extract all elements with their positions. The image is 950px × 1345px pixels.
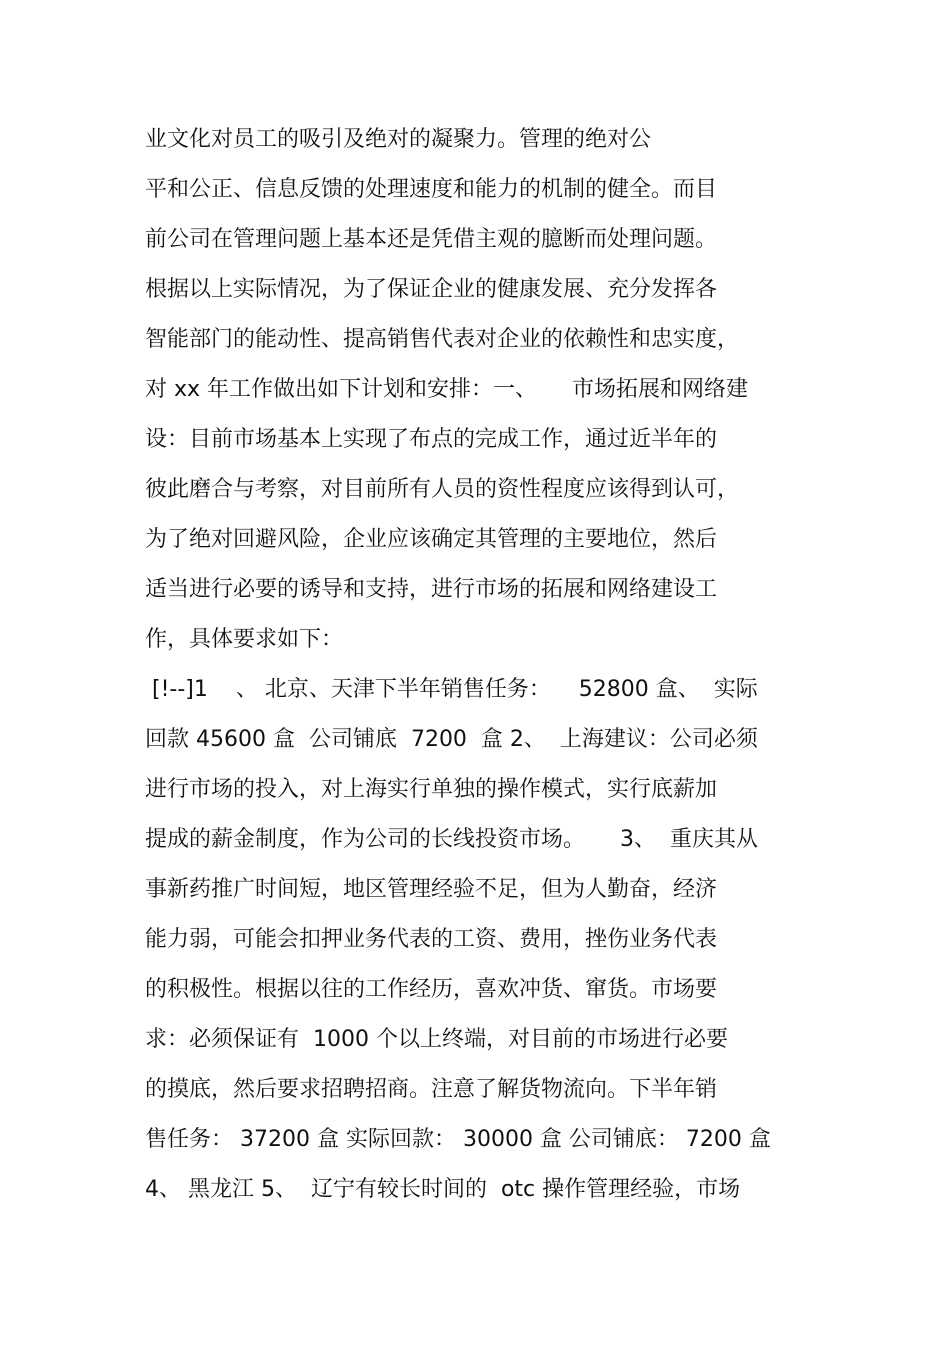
text-line: 能力弱，可能会扣押业务代表的工资、费用，挫伤业务代表: [145, 927, 718, 952]
text-line: 前公司在管理问题上基本还是凭借主观的臆断而处理问题。: [145, 227, 718, 252]
text-line: 的积极性。根据以往的工作经历，喜欢冲货、窜货。市场要: [145, 977, 718, 1002]
text-line: 回款 45600 盒 公司铺底 7200 盒 2、 上海建议：公司必须: [145, 727, 758, 752]
document-body: [145, 122, 825, 1222]
text-line: 根据以上实际情况，为了保证企业的健康发展、充分发挥各: [145, 277, 718, 302]
text-line: 4、 黑龙江 5、 辽宁有较长时间的 otc 操作管理经验，市场: [145, 1177, 741, 1202]
text-line: 提成的薪金制度，作为公司的长线投资市场。 3、 重庆其从: [145, 827, 758, 852]
text-line: 进行市场的投入，对上海实行单独的操作模式，实行底薪加: [145, 777, 718, 802]
text-line: 对 xx 年工作做出如下计划和安排：一、 市场拓展和网络建: [145, 377, 748, 402]
text-line: 智能部门的能动性、提高销售代表对企业的依赖性和忠实度，: [145, 327, 740, 352]
text-line: 平和公正、信息反馈的处理速度和能力的机制的健全。而目: [145, 177, 718, 202]
text-line: 求：必须保证有 1000 个以上终端，对目前的市场进行必要: [145, 1027, 728, 1052]
text-line: 业文化对员工的吸引及绝对的凝聚力。管理的绝对公: [145, 127, 652, 152]
text-line: [!--]1 、 北京、天津下半年销售任务： 52800 盒、 实际: [145, 677, 758, 702]
text-line: 事新药推广时间短，地区管理经验不足，但为人勤奋，经济: [145, 877, 718, 902]
text-line: 彼此磨合与考察，对目前所有人员的资性程度应该得到认可，: [145, 477, 740, 502]
text-line: 设：目前市场基本上实现了布点的完成工作，通过近半年的: [145, 427, 718, 452]
text-line: 适当进行必要的诱导和支持，进行市场的拓展和网络建设工: [145, 577, 718, 602]
text-line: 为了绝对回避风险，企业应该确定其管理的主要地位，然后: [145, 527, 718, 552]
text-line: 售任务： 37200 盒 实际回款： 30000 盒 公司铺底： 7200 盒: [145, 1127, 771, 1152]
text-line: 作，具体要求如下：: [145, 627, 344, 652]
text-line: 的摸底，然后要求招聘招商。注意了解货物流向。下半年销: [145, 1077, 718, 1102]
